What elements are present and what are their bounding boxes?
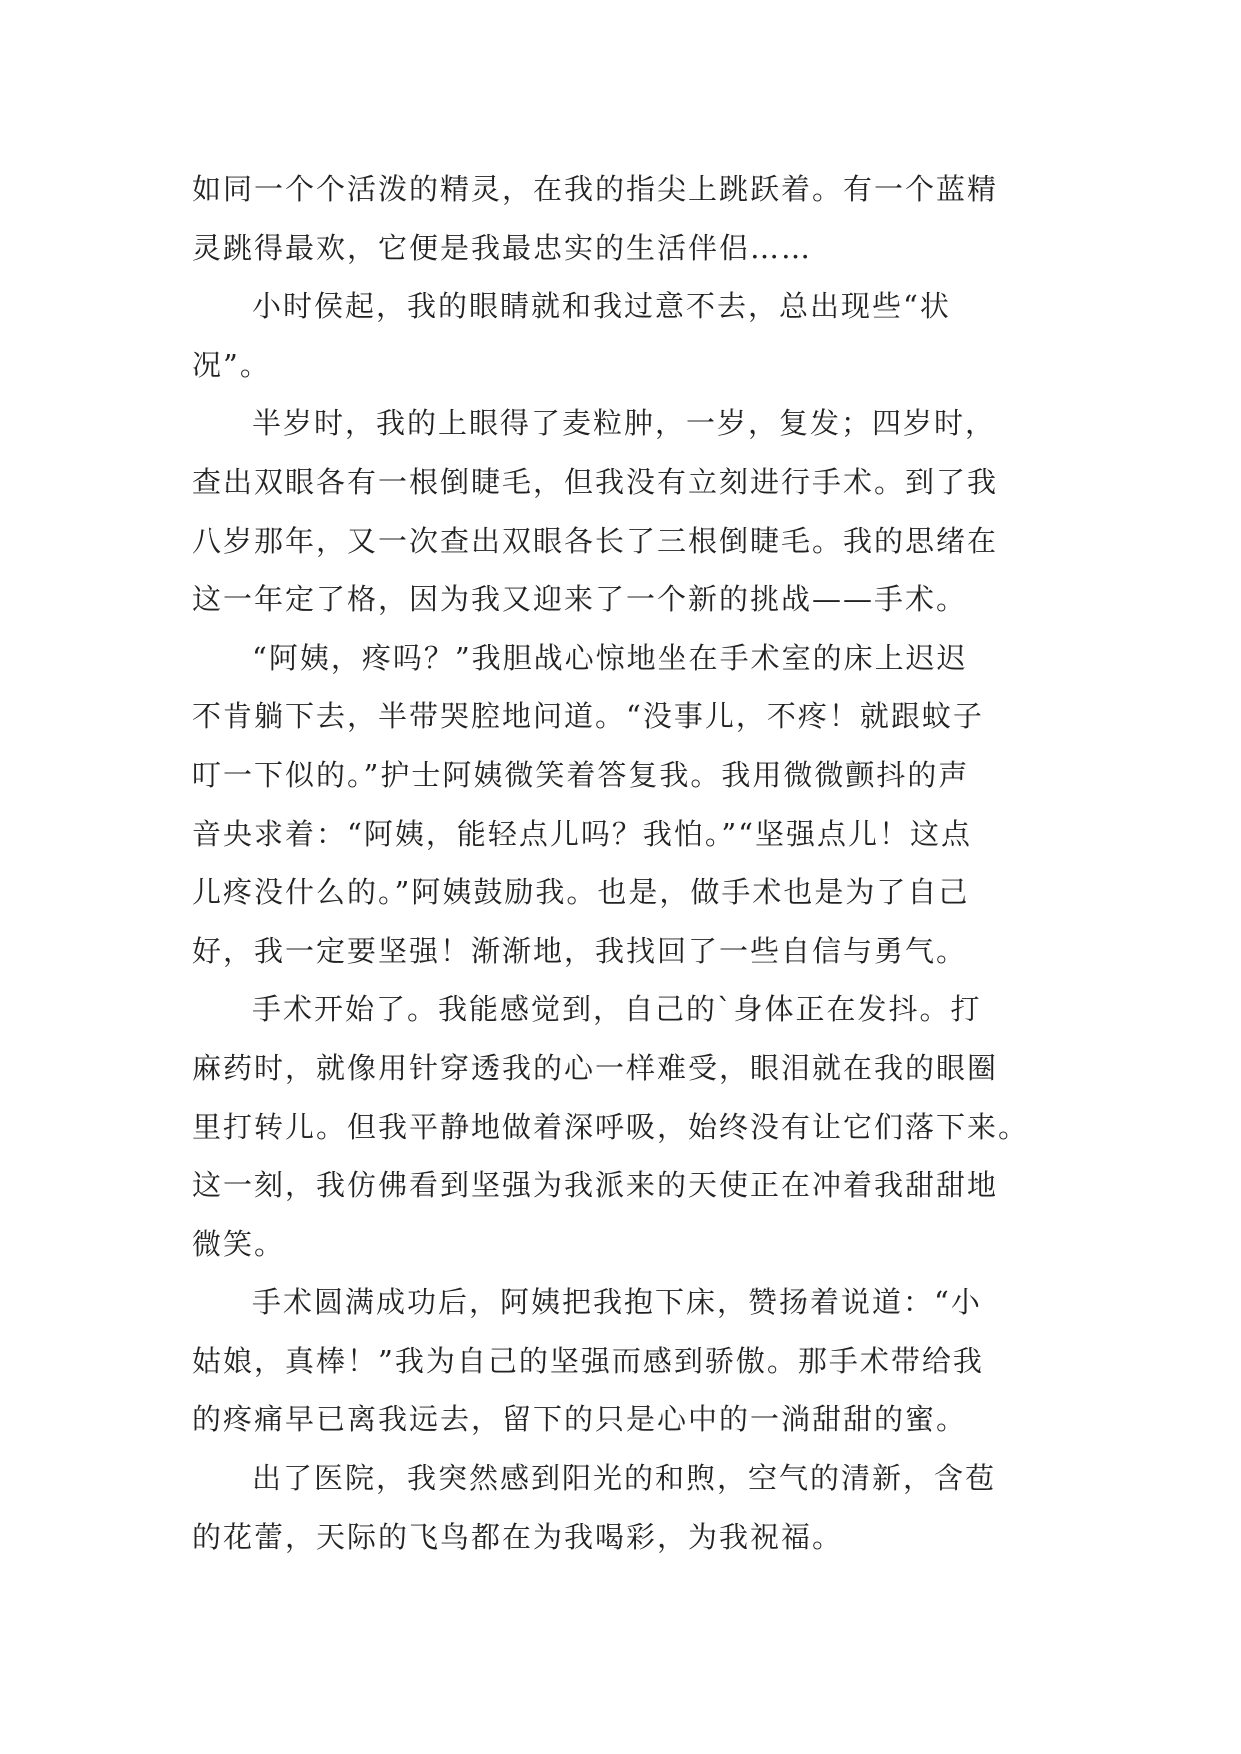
body-text	[192, 160, 1052, 1566]
text-line: 查出双眼各有一根倒睫毛，但我没有立刻进行手术。到了我	[192, 464, 999, 499]
text-line: 况”。	[192, 347, 271, 382]
text-line: 不肯躺下去，半带哭腔地问道。“没事儿，不疼！就跟蚊子	[192, 699, 984, 734]
text-line: 的疼痛早已离我远去，留下的只是心中的一淌甜甜的蜜。	[192, 1402, 968, 1437]
text-line: 半岁时，我的上眼得了麦粒肿，一岁，复发；四岁时，	[252, 406, 997, 441]
text-line: 如同一个个活泼的精灵，在我的指尖上跳跃着。有一个蓝精	[192, 172, 999, 206]
text-line: 微笑。	[192, 1226, 286, 1261]
text-line: 叮一下似的。”护士阿姨微笑着答复我。我用微微颤抖的声	[192, 757, 970, 792]
text-line: 里打转儿。但我平静地做着深呼吸，始终没有让它们落下来。	[192, 1109, 1030, 1144]
text-line: “阿姨，疼吗？”我胆战心惊地坐在手术室的床上迟迟	[252, 640, 968, 675]
text-line: 这一年定了格，因为我又迎来了一个新的挑战——手术。	[192, 582, 968, 617]
text-line: 灵跳得最欢，它便是我最忠实的生活伴侣……	[192, 230, 813, 265]
text-line: 出了医院，我突然感到阳光的和煦，空气的清新，含苞	[252, 1461, 997, 1496]
text-line: 音央求着：“阿姨，能轻点儿吗？我怕。”“坚强点儿！这点	[192, 816, 972, 851]
text-line: 这一刻，我仿佛看到坚强为我派来的天使正在冲着我甜甜地	[192, 1168, 999, 1203]
text-line: 八岁那年，又一次查出双眼各长了三根倒睫毛。我的思绪在	[192, 523, 999, 558]
text-line: 麻药时，就像用针穿透我的心一样难受，眼泪就在我的眼圈	[192, 1050, 999, 1085]
text-line: 好，我一定要坚强！渐渐地，我找回了一些自信与勇气。	[192, 933, 968, 968]
text-line: 姑娘，真棒！”我为自己的坚强而感到骄傲。那手术带给我	[192, 1343, 984, 1378]
text-line: 儿疼没什么的。”阿姨鼓励我。也是，做手术也是为了自己	[192, 875, 970, 910]
text-line: 的花蕾，天际的飞鸟都在为我喝彩，为我祝福。	[192, 1519, 844, 1554]
text-line: 手术开始了。我能感觉到，自己的`身体正在发抖。打	[252, 992, 982, 1027]
text-line: 手术圆满成功后，阿姨把我抱下床，赞扬着说道：“小	[252, 1285, 982, 1320]
text-line: 小时侯起，我的眼睛就和我过意不去，总出现些“状	[252, 289, 951, 324]
